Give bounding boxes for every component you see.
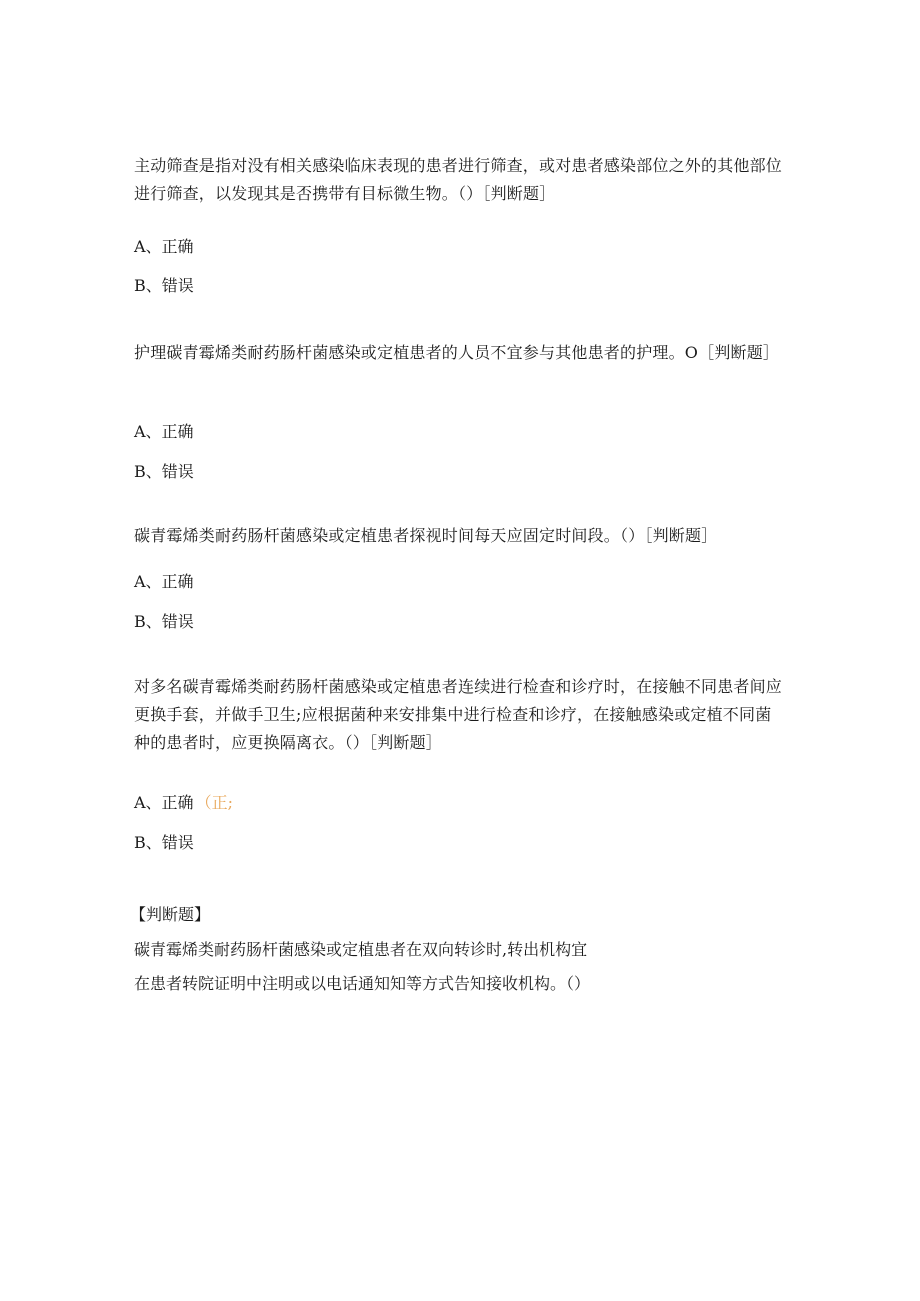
question-3-text: 碳青霉烯类耐药肠杆菌感染或定植患者探视时间每天应固定时间段。（）［判断题］ [134, 526, 718, 545]
question-4-option-b: B、错误 [134, 833, 194, 852]
last-question-line-1: 碳青霉烯类耐药肠杆菌感染或定植患者在双向转诊时,转出机构宜 [134, 940, 588, 959]
question-4-option-a-label: A、正确 [134, 793, 194, 812]
last-question-tag: 【判断题】 [130, 905, 211, 924]
question-3-option-b: B、错误 [134, 612, 194, 631]
question-3-option-a: A、正确 [134, 572, 194, 591]
question-1-option-a: A、正确 [134, 237, 194, 256]
question-2-text: 护理碳青霉烯类耐药肠杆菌感染或定植患者的人员不宜参与其他患者的护理。O［判断题］ [134, 343, 780, 362]
question-2-option-a: A、正确 [134, 422, 194, 441]
answer-mark: （正; [195, 793, 233, 812]
question-1-text: 主动筛查是指对没有相关感染临床表现的患者进行筛查，或对患者感染部位之外的其他部位进行筛查，以发现其是否携带有目标微生物。（）［判断题］ [134, 156, 783, 203]
last-question-line-2: 在患者转院证明中注明或以电话通知知等方式告知接收机构。（） [134, 974, 591, 993]
question-4-text: 对多名碳青霉烯类耐药肠杆菌感染或定植患者连续进行检查和诊疗时，在接触不同患者间应更换手套，并做手卫生;应根据菌种来安排集中进行检查和诊疗，在接触感染或定植不同菌种的患者时，应更换隔离衣。（）［判断题］ [134, 677, 783, 752]
question-1-option-b: B、错误 [134, 276, 194, 295]
question-2-option-b: B、错误 [134, 462, 194, 481]
question-4-option-a [134, 791, 233, 815]
